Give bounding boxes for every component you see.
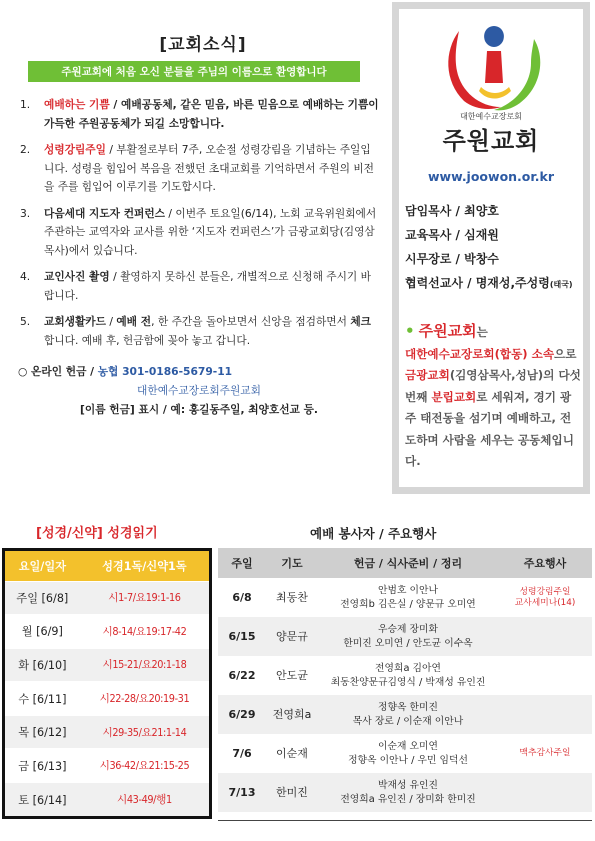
- bank-account: 농협 301-0186-5679-11: [97, 365, 233, 378]
- duty-cell: 이순재 오미연 정향옥 이안나 / 우민 임덕선: [318, 734, 498, 773]
- duty-cell: 정향옥 한미진 목사 장로 / 이순재 이안나: [318, 695, 498, 734]
- table-row: [5, 581, 209, 615]
- prayer-cell: 한미진: [266, 773, 318, 812]
- news-text: / 촬영하지 못하신 분들은, 개별적으로 신청해 주시기 바랍니다.: [44, 270, 371, 302]
- week-cell: 7/6: [218, 734, 266, 773]
- event-cell: [498, 656, 592, 695]
- week-cell: 6/29: [218, 695, 266, 734]
- staff-item: 교육목사 / 심재원: [405, 228, 499, 242]
- website-link[interactable]: www.joowon.or.kr: [427, 169, 555, 184]
- prayer-cell: 양문규: [266, 617, 318, 656]
- denomination-label: 대한예수교장로회: [460, 112, 522, 121]
- church-news: [18, 30, 380, 419]
- table-row: [218, 734, 592, 773]
- column-header: 헌금 / 식사준비 / 정리: [318, 548, 498, 578]
- news-highlight: 교회생활카드: [44, 315, 106, 328]
- table-row: [5, 682, 209, 716]
- day-cell: 금 [6/13]: [5, 749, 80, 783]
- church-logo: [439, 21, 549, 116]
- staff-list: [405, 199, 573, 297]
- table-row: [5, 648, 209, 682]
- church-info-card: [392, 2, 590, 494]
- table-row: [218, 695, 592, 734]
- day-cell: 토 [6/14]: [5, 783, 80, 817]
- account-holder: 대한예수교장로회주원교회: [137, 384, 261, 397]
- reading-cell: 시1-7/요19:1-16: [80, 581, 209, 615]
- week-cell: 6/15: [218, 617, 266, 656]
- news-number: 5.: [20, 315, 31, 328]
- reading-cell: 시29-35/요21:1-14: [80, 715, 209, 749]
- news-highlight: 예배하는 기쁨: [44, 98, 110, 111]
- news-number: 1.: [20, 98, 31, 111]
- bullet-icon: •: [405, 322, 415, 340]
- news-item-5: 5. 교회생활카드 / 예배 전, 한 주간을 돌아보면서 신앙을 점검하면서 체크합니다. 예배 후, 헌금함에 꽂아 놓고 갑니다.: [18, 313, 380, 350]
- duty-cell: 안범호 이안나 전영희b 김은실 / 양문규 오미연: [318, 578, 498, 617]
- news-item-2: [18, 141, 380, 197]
- staff-item: 담임목사 / 최양호: [405, 204, 499, 218]
- church-introduction: • 주원교회는 대한예수교장로회(합동) 소속으로 금광교회(김영삼목사,성남)의 다섯번째 분립교회로 세워져, 경기 광주 태전동을 섬기며 예배하고, 전도하며 사람을 세우는 공동체입니다.: [405, 322, 581, 468]
- church-logo-icon: [439, 21, 549, 116]
- duty-cell: 전영희a 김아연 최동찬양문규김영식 / 박재성 유인진: [318, 656, 498, 695]
- news-title: [교회소식]: [159, 35, 247, 55]
- church-name: 주원교회: [442, 127, 540, 155]
- event-cell: 맥추감사주일: [498, 734, 592, 773]
- bible-reading-table: [2, 548, 212, 819]
- news-number: 2.: [20, 143, 31, 156]
- reading-cell: 시15-21/요20:1-18: [80, 648, 209, 682]
- week-cell: 6/22: [218, 656, 266, 695]
- table-row: [5, 749, 209, 783]
- week-cell: 6/8: [218, 578, 266, 617]
- bible-reading-title: [성경/신약] 성경읽기: [36, 526, 158, 541]
- table-row: [5, 715, 209, 749]
- day-cell: 수 [6/11]: [5, 682, 80, 716]
- news-number: 4.: [20, 270, 31, 283]
- event-cell: 성령강림주일 교사세미나(14): [498, 578, 592, 617]
- table-row: [218, 578, 592, 617]
- reading-cell: 시22-28/요20:19-31: [80, 682, 209, 716]
- reading-cell: 시43-49/행1: [80, 783, 209, 817]
- table-row: [218, 656, 592, 695]
- news-text: / 부활절로부터 7주, 오순절 성령강림을 기념하는 주일입니다. 성령을 힘입어 복음을 전했던 초대교회를 기억하면서 주원의 비전을 주를 힘입어 이루기를 기도합시다.: [44, 143, 374, 193]
- day-cell: 화 [6/10]: [5, 648, 80, 682]
- service-schedule-title: 예배 봉사자 / 주요행사: [310, 526, 437, 541]
- intro-church-name: 주원교회: [418, 322, 477, 340]
- column-header: 성경1독/신약1독: [80, 551, 209, 581]
- column-header: 주일: [218, 548, 266, 578]
- staff-item: 협력선교사 / 명재성,주성령(태국): [405, 276, 573, 290]
- news-number: 3.: [20, 206, 31, 220]
- event-cell: [498, 773, 592, 812]
- welcome-banner: 주원교회에 처음 오신 분들을 주님의 이름으로 환영합니다: [28, 61, 360, 82]
- news-item-1: [18, 96, 380, 133]
- day-cell: 목 [6/12]: [5, 715, 80, 749]
- column-header: 기도: [266, 548, 318, 578]
- table-row: [218, 773, 592, 812]
- table-row: [5, 783, 209, 817]
- news-highlight: 성령강림주일: [44, 143, 106, 156]
- event-cell: [498, 617, 592, 656]
- duty-cell: 우승제 장미화 한미진 오미연 / 안도균 이수옥: [318, 617, 498, 656]
- news-item-4: [18, 268, 380, 305]
- reading-cell: 시36-42/요21:15-25: [80, 749, 209, 783]
- prayer-cell: 안도균: [266, 656, 318, 695]
- news-highlight: 교인사진 촬영: [44, 270, 110, 283]
- news-text: / 예배공동체, 같은 믿음, 바른 믿음으로 예배하는 기쁨이 가득한 주원공동체가 되길 소망합니다.: [44, 98, 379, 130]
- offering-note: [이름 헌금] 표시 / 예: 홍길동주일, 최양호선교 등.: [80, 403, 318, 416]
- day-cell: 주일 [6/8]: [5, 581, 80, 615]
- news-text: / 이번주 토요일(6/14), 노회 교육위원회에서 주관하는 교역자와 교사를 위한 ‘지도자 컨퍼런스’가 금광교회당(김영삼목사)에서 있습니다.: [44, 206, 377, 257]
- news-item-3: [18, 205, 380, 261]
- news-highlight: 다음세대 지도자 컨퍼런스: [44, 206, 166, 220]
- table-row: [218, 617, 592, 656]
- column-header: 주요행사: [498, 548, 592, 578]
- prayer-cell: 최동찬: [266, 578, 318, 617]
- service-schedule-table: [218, 548, 592, 812]
- table-row: [5, 615, 209, 649]
- reading-cell: 시8-14/요19:17-42: [80, 615, 209, 649]
- prayer-cell: 전영희a: [266, 695, 318, 734]
- divider: [218, 820, 592, 821]
- prayer-cell: 이순재: [266, 734, 318, 773]
- duty-cell: 박재성 유인진 전영희a 유인진 / 장미화 한미진: [318, 773, 498, 812]
- news-list: [18, 96, 380, 350]
- staff-item: 시무장로 / 박창수: [405, 252, 499, 266]
- event-cell: [498, 695, 592, 734]
- online-offering-label: ○ 온라인 헌금 /: [18, 365, 98, 378]
- week-cell: 7/13: [218, 773, 266, 812]
- online-offering: [18, 362, 380, 419]
- column-header: 요일/일자: [5, 551, 80, 581]
- day-cell: 월 [6/9]: [5, 615, 80, 649]
